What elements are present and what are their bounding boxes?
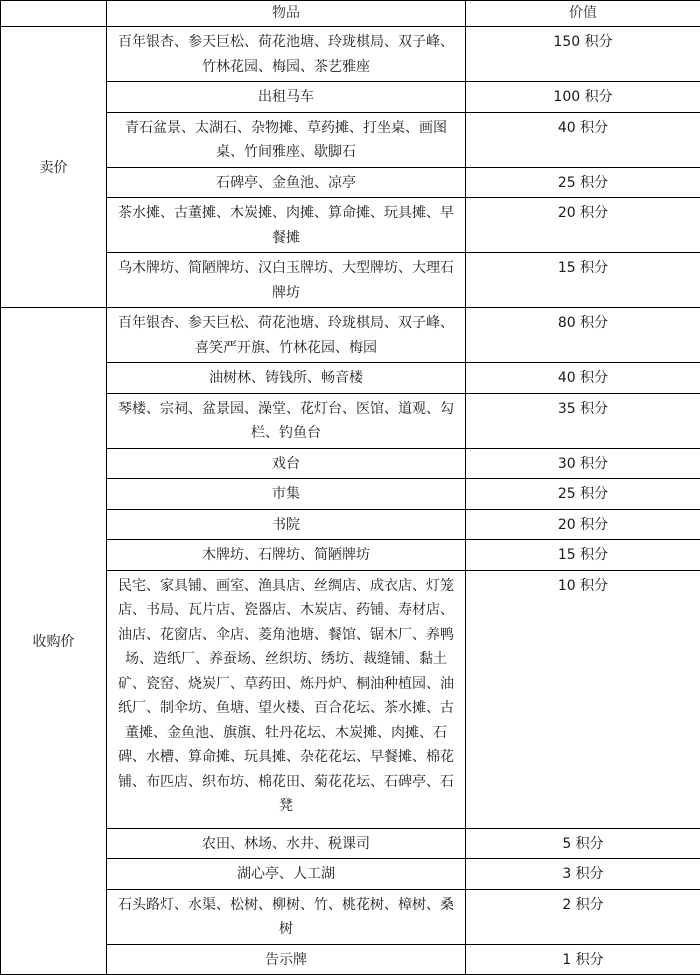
table-row <box>1 27 700 82</box>
row-value: 35 积分 <box>466 393 700 448</box>
row-value: 20 积分 <box>466 509 700 540</box>
row-items: 出租马车 <box>107 82 466 113</box>
row-value: 10 积分 <box>466 570 700 828</box>
row-value: 3 积分 <box>466 859 700 890</box>
row-items: 百年银杏、参天巨松、荷花池塘、玲珑棋局、双子峰、喜笑严开旗、竹林花园、梅园 <box>107 308 466 363</box>
row-value: 100 积分 <box>466 82 700 113</box>
row-items: 民宅、家具铺、画室、渔具店、丝绸店、成衣店、灯笼店、书局、瓦片店、瓷器店、木炭店、药铺、寿材店、油店、花窗店、伞店、菱角池塘、餐馆、锯木厂、养鸭场、造纸厂、养蚕场、丝织坊、绣坊、裁缝铺、黏土矿、瓷窑、烧炭厂、草药田、炼丹炉、桐油种植园、油纸厂、制伞坊、鱼塘、望火楼、百合花坛、茶水摊、古董摊、金鱼池、旗旗、牡丹花坛、木炭摊、肉摊、石碑、水槽、算命摊、玩具摊、杂花花坛、早餐摊、棉花铺、布匹店、织布坊、棉花田、菊花花坛、石碑亭、石凳 <box>107 570 466 828</box>
row-value: 5 积分 <box>466 828 700 859</box>
row-items: 乌木牌坊、简陋牌坊、汉白玉牌坊、大型牌坊、大理石牌坊 <box>107 253 466 308</box>
row-value: 2 积分 <box>466 889 700 944</box>
table-row <box>1 308 700 363</box>
row-items: 木牌坊、石牌坊、简陋牌坊 <box>107 540 466 571</box>
header-row <box>1 1 700 27</box>
row-items: 农田、林场、水井、税课司 <box>107 828 466 859</box>
row-items: 戏台 <box>107 448 466 479</box>
row-items: 告示牌 <box>107 944 466 975</box>
header-blank <box>1 1 107 27</box>
row-value: 1 积分 <box>466 944 700 975</box>
row-items: 石碑亭、金鱼池、凉亭 <box>107 167 466 198</box>
row-items: 市集 <box>107 479 466 510</box>
row-value: 25 积分 <box>466 167 700 198</box>
row-value: 40 积分 <box>466 112 700 167</box>
row-items: 百年银杏、参天巨松、荷花池塘、玲珑棋局、双子峰、竹林花园、梅园、茶艺雅座 <box>107 27 466 82</box>
row-items: 油树林、铸钱所、畅音楼 <box>107 363 466 394</box>
row-items: 石头路灯、水渠、松树、柳树、竹、桃花树、樟树、桑树 <box>107 889 466 944</box>
row-value: 40 积分 <box>466 363 700 394</box>
group-label-buy: 收购价 <box>1 308 107 975</box>
group-label-sell: 卖价 <box>1 27 107 308</box>
row-value: 15 积分 <box>466 540 700 571</box>
row-items: 琴楼、宗祠、盆景园、澡堂、花灯台、医馆、道观、勾栏、钓鱼台 <box>107 393 466 448</box>
header-value: 价值 <box>466 1 700 27</box>
row-value: 30 积分 <box>466 448 700 479</box>
row-value: 20 积分 <box>466 198 700 253</box>
row-value: 25 积分 <box>466 479 700 510</box>
row-items: 茶水摊、古董摊、木炭摊、肉摊、算命摊、玩具摊、早餐摊 <box>107 198 466 253</box>
row-items: 湖心亭、人工湖 <box>107 859 466 890</box>
row-value: 150 积分 <box>466 27 700 82</box>
header-item: 物品 <box>107 1 466 27</box>
row-value: 80 积分 <box>466 308 700 363</box>
row-value: 15 积分 <box>466 253 700 308</box>
row-items: 青石盆景、太湖石、杂物摊、草药摊、打坐桌、画图桌、竹间雅座、歇脚石 <box>107 112 466 167</box>
row-items: 书院 <box>107 509 466 540</box>
